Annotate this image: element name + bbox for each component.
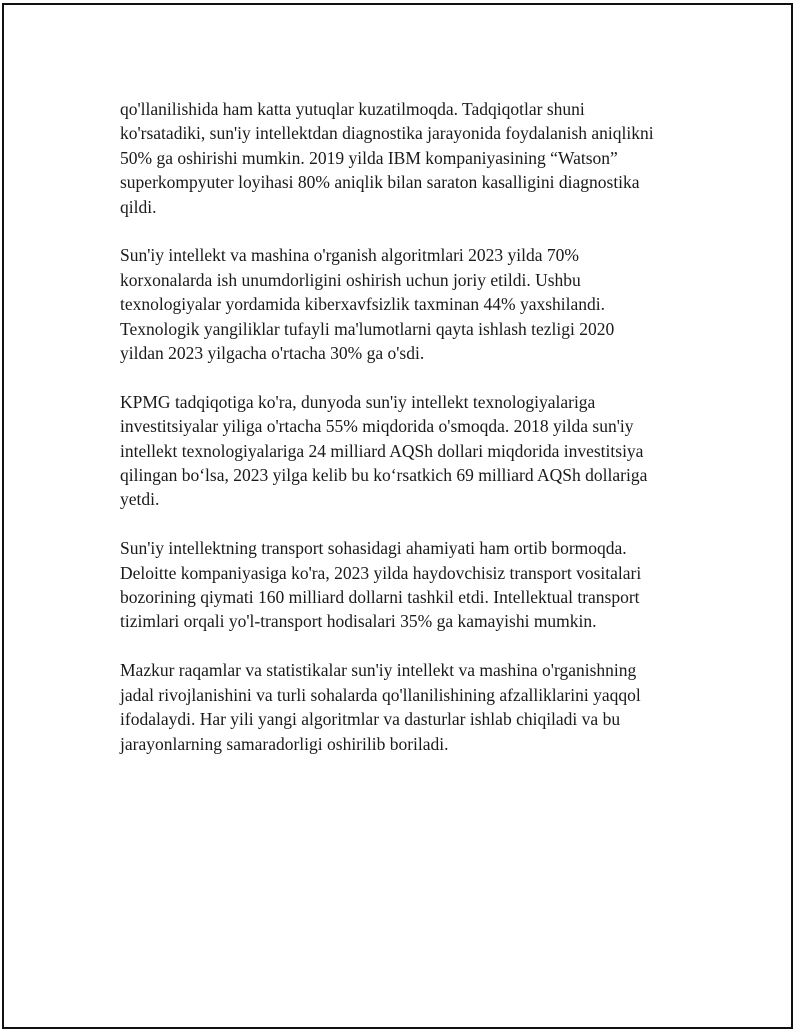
paragraph-ai-investments: KPMG tadqiqotiga ko'ra, dunyoda sun'iy intellekt texnologiyalariga investitsiyalar yiliga o'rtacha 55% miqdorida o'smoqda. 2018 yilda sun'iy intellekt texnologiyalariga 24 milliard AQSh dollari miqdorida investitsiya qilingan bo‘lsa, 2023 yilga kelib bu ko‘rsatkich 69 milliard AQSh dollariga yetdi. <box>120 391 648 510</box>
paragraph-ai-in-medicine: qo'llanilishida ham katta yutuqlar kuzatilmoqda. Tadqiqotlar shuni ko'rsatadiki, sun'iy intellektdan diagnostika jarayonida foydalanish aniqlikni 50% ga oshirishi mumkin. 2019 yilda IBM kompaniyasining “Watson” superkompyuter loyihasi 80% aniqlik bilan saraton kasalligini diagnostika qildi. <box>120 99 654 217</box>
paragraph-conclusion: Mazkur raqamlar va statistikalar sun'iy intellekt va mashina o'rganishning jadal rivojlanishini va turli sohalarda qo'llanilishining afzalliklarini yaqqol ifodalaydi. Har yili yangi algoritmlar va dasturlar ishlab chiqiladi va bu jarayonlarning samaradorligi oshirilib boriladi. <box>120 660 641 754</box>
document-body <box>120 97 700 780</box>
document-page <box>2 3 793 1029</box>
paragraph-ai-productivity: Sun'iy intellekt va mashina o'rganish algoritmlari 2023 yilda 70% korxonalarda ish unumdorligini oshirish uchun joriy etildi. Ushbu texnologiyalar yordamida kiberxavfsizlik taxminan 44% yaxshilandi. Texnologik yangiliklar tufayli ma'lumotlarni qayta ishlash tezligi 2020 yildan 2023 yilgacha o'rtacha 30% ga o'sdi. <box>120 245 615 364</box>
paragraph-ai-transport: Sun'iy intellektning transport sohasidagi ahamiyati ham ortib bormoqda. Deloitte kompaniyasiga ko'ra, 2023 yilda haydovchisiz transport vositalari bozorining qiymati 160 milliard dollarni tashkil etdi. Intellektual transport tizimlari orqali yo'l-transport hodisalari 35% ga kamayishi mumkin. <box>120 538 642 632</box>
